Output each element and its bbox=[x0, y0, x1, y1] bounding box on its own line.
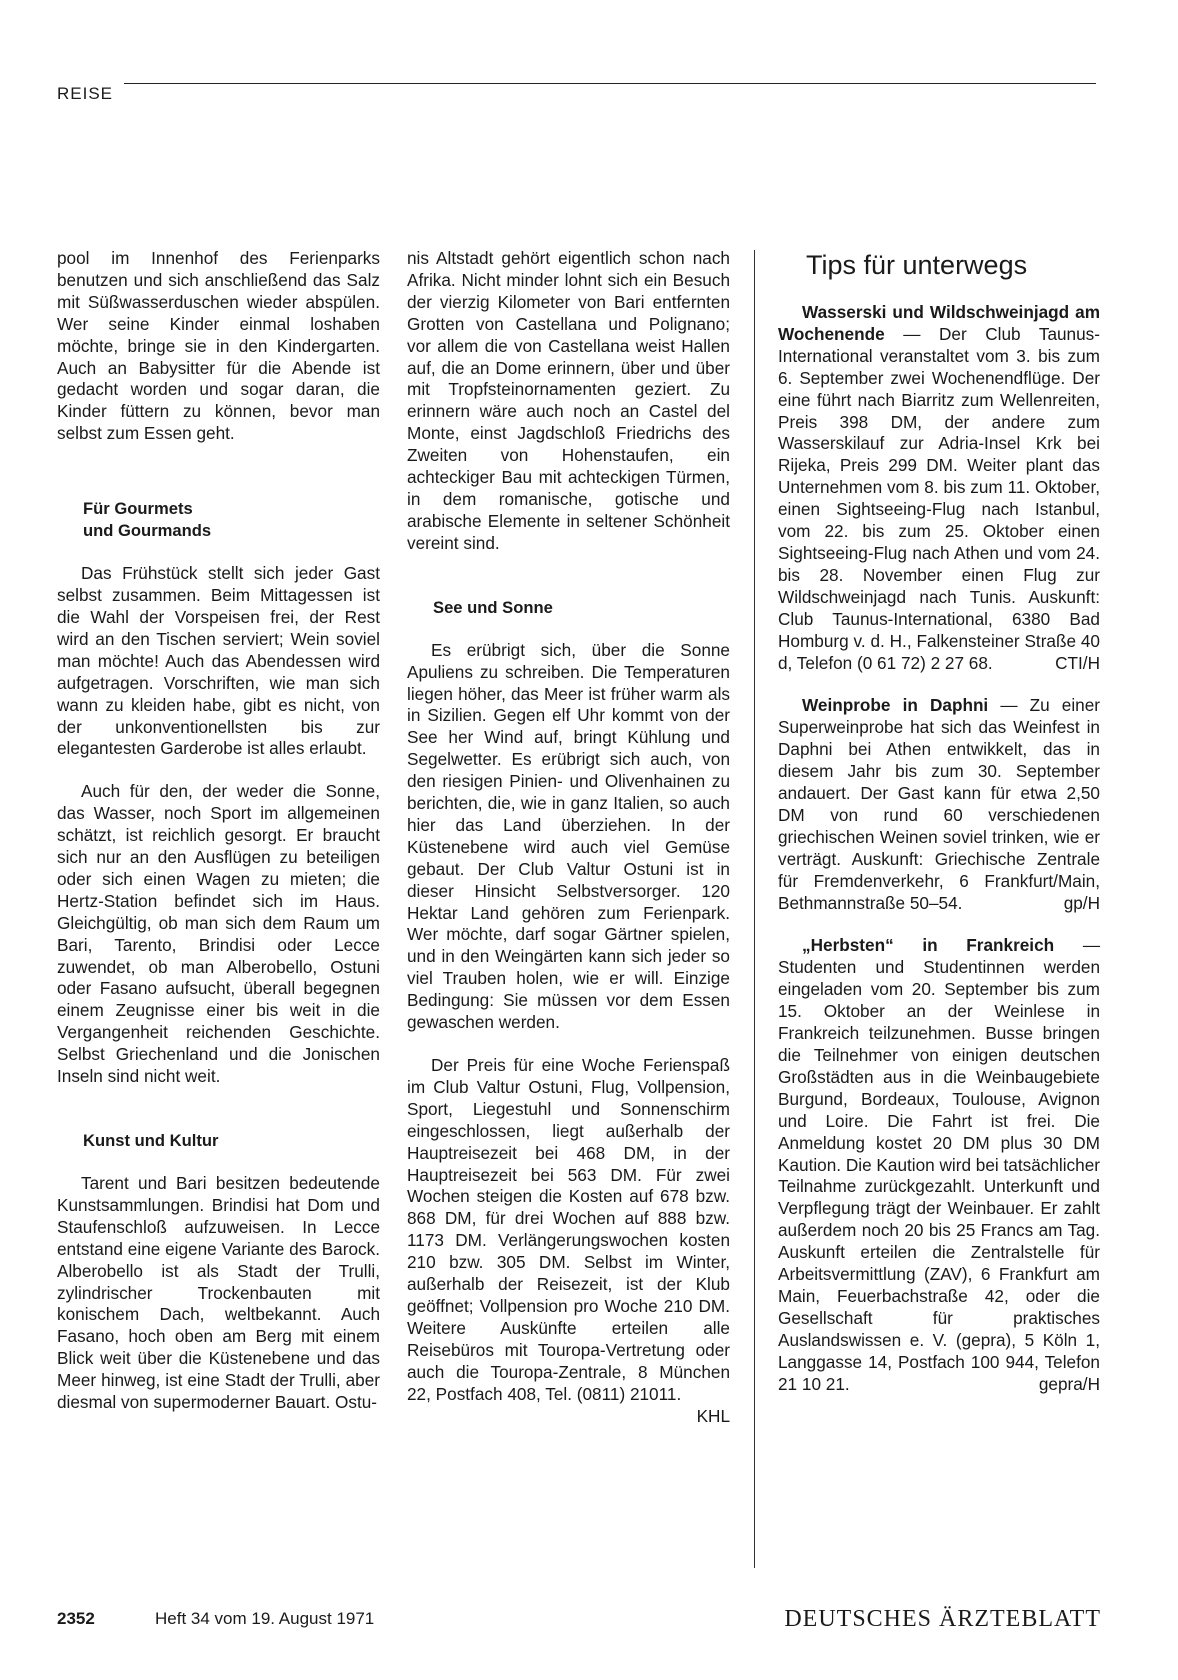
column-3 bbox=[778, 248, 1100, 1396]
subheading bbox=[57, 498, 380, 542]
author-signature: CTI/H bbox=[1055, 652, 1100, 673]
paragraph: nis Altstadt gehört eigentlich schon nach Afrika. Nicht minder lohnt sich ein Besuch der vierzig Kilometer von Bari entfernten Grotten von Castellana und Polignano; vor allem die von Castellana weist Hallen auf, die an Dome erinnern, über und über mit Tropfsteinornamenten geziert. Zu erinnern wäre auch noch an Castel del Monte, einst Jagdschloß Friedrichs des Zweiten von Hohenstaufen, ein achteckiger Bau mit achteckigen Türmen, in dem romanische, gotische und arabische Elemente in seltener Schönheit vereint sind. bbox=[407, 248, 730, 553]
paragraph: Auch für den, der weder die Sonne, das Wasser, noch Sport im allgemeinen schätzt, ist reichlich gesorgt. Er braucht sich nur an den Ausflügen zu beteiligen oder sich einen Wagen zu mieten; die Hertz-Station befindet sich im Haus. Gleichgültig, ob man sich dem Raum um Bari, Tarento, Brindisi oder Lecce zuwendet, ob man Alberobello, Ostuni oder Fasano aufsucht, überall begegnen einem Zeugnisse einer bis weit in die Vergangenheit reichenden Geschichte. Selbst Griechenland und die Jonischen Inseln sind nicht weit. bbox=[57, 781, 380, 1087]
journal-name: DEUTSCHES ÄRZTEBLATT bbox=[784, 1606, 1101, 1632]
page-number: 2352 bbox=[57, 1609, 95, 1628]
paragraph bbox=[407, 1055, 730, 1426]
tip-lead: Wasserski und Wildschweinjagd am Wochenende bbox=[778, 302, 1100, 344]
column-2 bbox=[407, 248, 730, 1427]
author-signature: gepra/H bbox=[1038, 1373, 1100, 1394]
paragraph: Das Frühstück stellt sich jeder Gast selbst zusammen. Beim Mittagessen ist die Wahl der Vorspeisen frei, der Rest wird an den Tischen serviert; Wein soviel man möchte! Auch das Abendessen wird aufgetragen. Vorschriften, wie man sich wann zu kleiden habe, gibt es nicht, von der unkonventionellsten bis zur elegantesten Garderobe ist alles erlaubt. bbox=[57, 563, 380, 759]
header-rule bbox=[124, 83, 1096, 84]
paragraph-text: Der Preis für eine Woche Ferienspaß im Club Valtur Ostuni, Flug, Vollpension, Sport, Liegestuhl und Sonnenschirm eingeschlossen, liegt außerhalb der Hauptreisezeit bei 468 DM, in der Hauptreisezeit bei 563 DM. Für zwei Wochen steigen die Kosten auf 678 bzw. 868 DM, für drei Wochen auf 888 bzw. 1173 DM. Verlängerungswochen kosten 210 bzw. 305 DM. Selbst im Winter, außerhalb der Reisezeit, ist der Klub geöffnet; Vollpension pro Woche 210 DM. Weitere Auskünfte erteilen alle Reisebüros mit Touropa-Vertretung oder auch die Touropa-Zentrale, 8 München 22, Postfach 408, Tel. (0811) 21011. bbox=[407, 1055, 730, 1404]
paragraph: pool im Innenhof des Ferienparks benutzen und sich anschließend das Salz mit Süßwasserduschen wieder abspülen. Wer seine Kinder einmal loshaben möchte, bringe sie in den Kindergarten. Auch an Babysitter für die Abende ist gedacht worden und sogar daran, die Kinder füttern zu können, bevor man selbst zum Essen geht. bbox=[57, 248, 380, 444]
tip-lead: „Herbsten“ in Frankreich bbox=[802, 935, 1055, 956]
paragraph: Tarent und Bari besitzen bedeutende Kunstsammlungen. Brindisi hat Dom und Staufenschloß aufzuweisen. In Lecce entstand eine eigene Variante des Barock. Alberobello ist als Stadt der Trulli, zylindrischer Trockenbauten mit konischem Dach, weltbekannt. Auch Fasano, hoch oben am Berg mit einem Blick weit über die Küstenebene und das Meer hinweg, ist eine Stadt der Trulli, aber diesmal von supermoderner Bauart. Ostu- bbox=[57, 1173, 380, 1413]
subheading-line: und Gourmands bbox=[83, 521, 212, 541]
tip-item bbox=[778, 935, 1100, 1395]
column-divider bbox=[754, 250, 755, 1568]
tip-text: — Zu einer Superweinprobe hat sich das Weinfest in Daphni bei Athen entwikkelt, das in diesem Jahr bis zum 30. September andauert. Der Gast kann für etwa 2,50 DM von rund 60 verschiedenen griechischen Weinen soviel trinken, wie er verträgt. Auskunft: Griechische Zentrale für Fremdenverkehr, 6 Frankfurt/Main, Bethmannstraße 50–54. bbox=[778, 695, 1100, 913]
author-signature: KHL bbox=[696, 1405, 730, 1426]
tip-item bbox=[778, 695, 1100, 914]
subheading: Kunst und Kultur bbox=[83, 1131, 219, 1150]
paragraph: Es erübrigt sich, über die Sonne Apuliens zu schreiben. Die Temperaturen liegen höher, das Meer ist früher warm als in Sizilien. Gegen elf Uhr kommt von der See her Wind auf, bringt Kühlung und Segelwetter. Es erübrigt sich auch, von den riesigen Pinien- und Olivenhainen zu berichten, die, wie in ganz Italien, so auch hier das Land überziehen. In der Küstenebene wird auch viel Gemüse gebaut. Der Club Valtur Ostuni ist in dieser Hinsicht Selbstversorger. 120 Hektar Land gehören zum Ferienpark. Wer möchte, darf sogar Gärtner spielen, und in den Weingärten kann sich jeder so viel Trauben holen, wie er will. Einzige Bedingung: Sie müssen vor dem Essen gewaschen werden. bbox=[407, 639, 730, 1033]
subheading: See und Sonne bbox=[433, 597, 553, 617]
tip-lead: Weinprobe in Daphni bbox=[802, 695, 989, 716]
sidebar-title: Tips für unterwegs bbox=[806, 250, 1028, 280]
tip-item bbox=[778, 302, 1100, 674]
section-label: REISE bbox=[57, 84, 114, 103]
tip-text: — Studenten und Studentinnen werden eingeladen vom 20. September bis zum 15. Oktober an der Weinlese in Frankreich teilzunehmen. Busse bringen die Teilnehmer von einigen deutschen Großstädten aus in die Weinbaugebiete Burgund, Bordeaux, Toulouse, Avignon und Loire. Die Fahrt ist frei. Die Anmeldung kostet 20 DM plus 30 DM Kaution. Die Kaution wird bei tatsächlicher Teilnahme zurückgezahlt. Unterkunft und Verpflegung trägt der Weinbauer. Er zahlt außerdem noch 20 bis 25 Francs am Tag. Auskunft erteilen die Zentralstelle für Arbeitsvermittlung (ZAV), 6 Frankfurt am Main, Feuerbachstraße 42, oder die Gesellschaft für praktisches Auslandswissen e. V. (gepra), 5 Köln 1, Langgasse 14, Postfach 100 944, Telefon 21 10 21. bbox=[778, 935, 1100, 1394]
tip-text: — Der Club Taunus-International veranstaltet vom 3. bis zum 6. September zwei Wochenendflüge. Der eine führt nach Biarritz zum Wellenreiten, Preis 398 DM, der andere zum Wasserskilauf zur Adria-Insel Krk bei Rijeka, Preis 299 DM. Weiter plant das Unternehmen vom 8. bis zum 11. Oktober, einen Sightseeing-Flug nach Istanbul, vom 22. bis zum 25. Oktober einen Sightseeing-Flug nach Athen und vom 24. bis 28. November einen Flug zur Wildschweinjagd nach Tunis. Auskunft: Club Taunus-International, 6380 Bad Homburg v. d. H., Falkensteiner Straße 40 d, Telefon (0 61 72) 2 27 68. bbox=[778, 323, 1100, 673]
author-signature: gp/H bbox=[1063, 892, 1100, 913]
subheading-line: Für Gourmets bbox=[83, 499, 193, 519]
issue-line: Heft 34 vom 19. August 1971 bbox=[155, 1609, 375, 1628]
column-1 bbox=[57, 248, 380, 1414]
